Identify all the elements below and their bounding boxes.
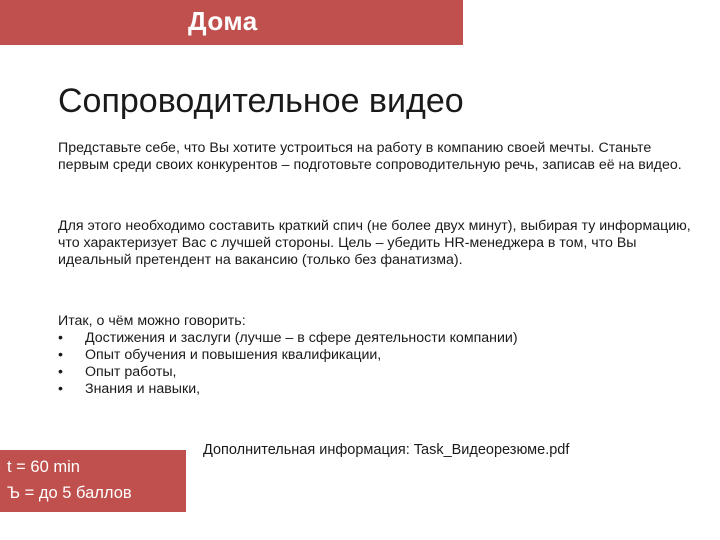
topics-list (58, 330, 698, 398)
bullet-icon: • (58, 347, 63, 363)
list-item (58, 381, 698, 398)
list-intro: Итак, о чём можно говорить: (58, 313, 246, 329)
additional-info-link[interactable]: Дополнительная информация: Task_Видеорезюме.pdf (203, 442, 570, 458)
instructions-paragraph: Для этого необходимо составить краткий спич (не более двух минут), выбирая ту информацию, что характеризует Вас с лучшей стороны. Цель – убедить HR-менеджера в том, что Вы идеальный претендент на вакансию (только без фанатизма). (58, 218, 691, 268)
list-item (58, 364, 698, 381)
list-item-text: Опыт обучения и повышения квалификации, (85, 347, 382, 363)
intro-paragraph: Представьте себе, что Вы хотите устроиться на работу в компанию своей мечты. Станьте первым среди своих конкурентов – подготовьте сопроводительную речь, записав её на видео. (58, 140, 682, 173)
bullet-icon: • (58, 330, 63, 346)
bullet-icon: • (58, 381, 63, 397)
header-band (0, 0, 463, 45)
list-item (58, 347, 698, 364)
list-item (58, 330, 698, 347)
list-item-text: Опыт работы, (85, 364, 177, 380)
time-limit: t = 60 min (7, 458, 80, 476)
task-info-box (0, 450, 186, 512)
list-item-text: Достижения и заслуги (лучше – в сфере деятельности компании) (85, 330, 518, 346)
list-item-text: Знания и навыки, (85, 381, 201, 397)
header-label: Дома (188, 6, 258, 36)
slide-title: Сопроводительное видео (58, 82, 464, 120)
topics-section (58, 313, 698, 398)
points-value: Ъ = до 5 баллов (7, 484, 132, 502)
bullet-icon: • (58, 364, 63, 380)
